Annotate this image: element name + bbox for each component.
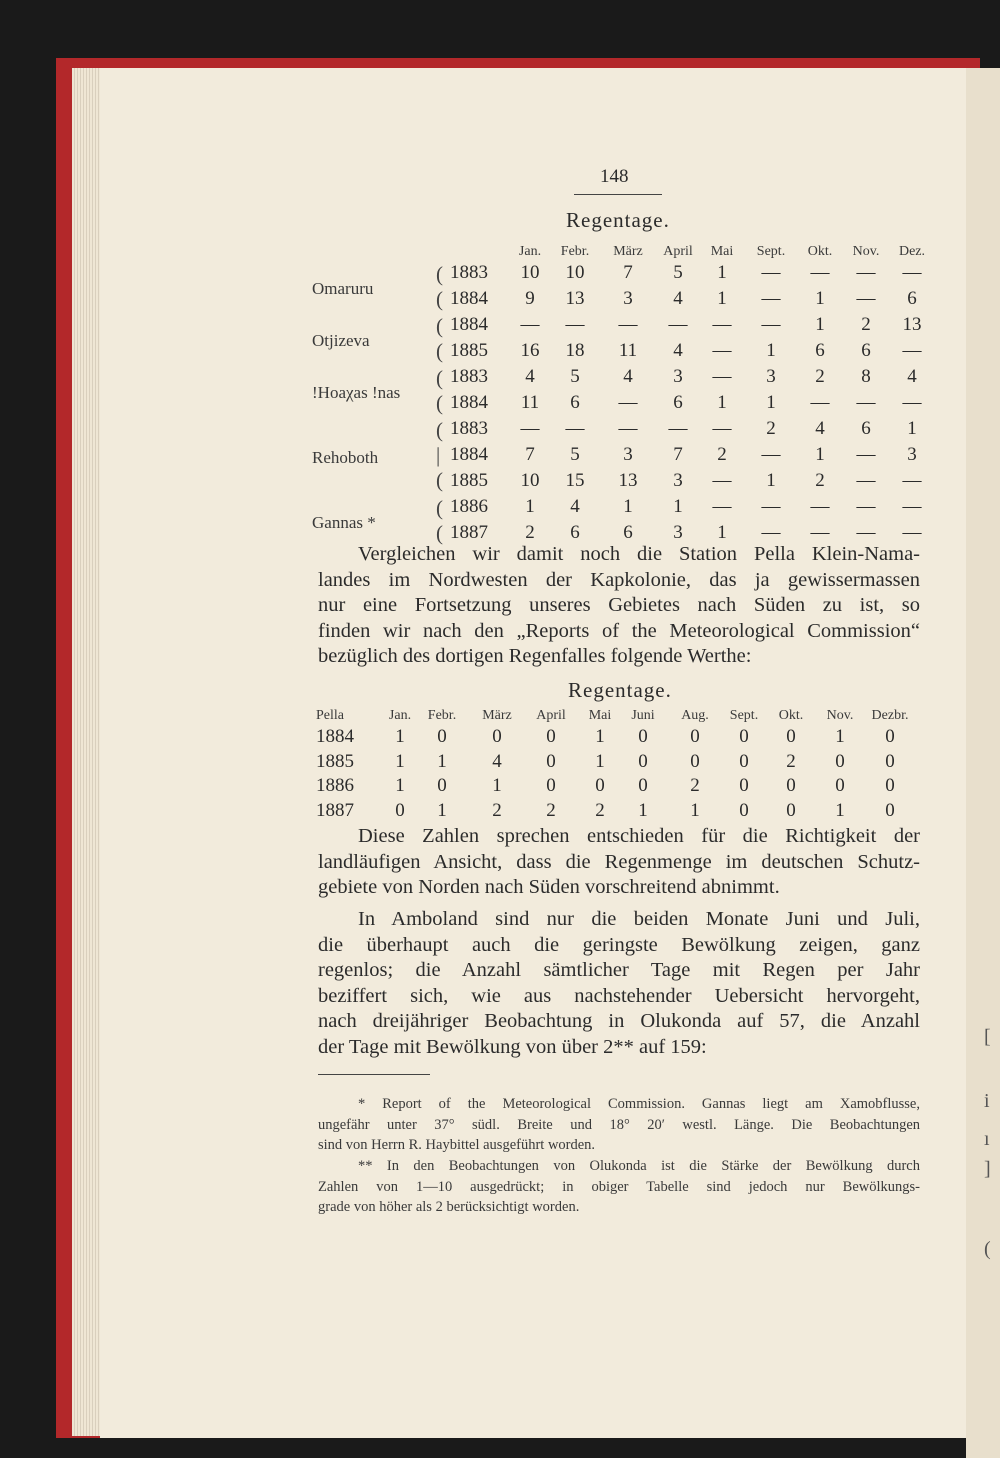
value-cell: 1: [717, 522, 727, 543]
text-line: * Report of the Meteorological Commission. Gannas liegt am Xamobflusse,: [358, 1096, 920, 1112]
text-line: nach dreijähriger Beobachtung in Olukonda auf 57, die Anzahl: [318, 1010, 920, 1032]
group-brace: ( (: [436, 366, 443, 415]
value-cell: 1: [673, 496, 683, 517]
text-line: landläufigen Ansicht, dass die Regenmenge im deutschen Schutz-: [318, 850, 920, 873]
value-cell: —: [712, 470, 732, 491]
value-cell: —: [902, 522, 922, 543]
value-cell: 0: [786, 726, 796, 747]
text-line: grade von höher als 2 berücksichtigt worden.: [318, 1199, 580, 1215]
value-cell: —: [856, 288, 876, 309]
value-cell: 0: [739, 726, 749, 747]
month-header: Okt.: [807, 244, 833, 259]
value-cell: 0: [595, 775, 605, 796]
value-cell: —: [565, 314, 585, 335]
value-cell: 2: [525, 522, 535, 543]
value-cell: 2: [595, 799, 605, 821]
station-name: Otjizeva: [312, 331, 370, 350]
value-cell: 18: [565, 340, 585, 361]
value-cell: 0: [492, 726, 502, 747]
value-cell: 1: [595, 726, 605, 747]
value-cell: 1: [815, 314, 825, 335]
footnote-2: [318, 1156, 920, 1218]
station-name: Gannas *: [312, 513, 376, 532]
text-line: sind von Herrn R. Haybittel ausgeführt worden.: [318, 1137, 596, 1153]
footnote-1: [318, 1094, 920, 1156]
value-cell: 6: [907, 288, 917, 309]
month-header: Jan.: [518, 244, 542, 259]
value-cell: 6: [570, 522, 580, 543]
value-cell: —: [712, 418, 732, 439]
group-brace: ( | (: [436, 418, 443, 492]
value-cell: 0: [835, 750, 845, 772]
gutter-mark: (: [984, 1238, 991, 1260]
value-cell: 1: [395, 775, 405, 796]
value-cell: 0: [638, 775, 648, 796]
paragraph-2: [318, 824, 920, 901]
year-cell: 1887: [316, 799, 354, 821]
value-cell: 2: [492, 799, 502, 821]
value-cell: 0: [786, 775, 796, 796]
value-cell: 1: [638, 799, 648, 821]
value-cell: 1: [766, 392, 776, 413]
value-cell: 7: [525, 444, 535, 465]
value-cell: —: [668, 314, 688, 335]
value-cell: 0: [885, 750, 895, 772]
value-cell: 0: [739, 799, 749, 821]
value-cell: 10: [565, 262, 585, 283]
value-cell: 2: [546, 799, 556, 821]
value-cell: 3: [766, 366, 776, 387]
value-cell: 1: [437, 750, 447, 772]
gutter-mark: [: [984, 1026, 991, 1048]
year-cell: 1884: [450, 392, 488, 413]
value-cell: —: [902, 496, 922, 517]
value-cell: 1: [623, 496, 633, 517]
text-line: nur eine Fortsetzung unseres Gebietes nach Süden zu ist, so: [318, 594, 920, 616]
month-header: Jan.: [388, 708, 412, 723]
footnote-rule: [318, 1074, 430, 1075]
text-line: ** In den Beobachtungen von Olukonda ist die Stärke der Bewölkung durch: [358, 1158, 920, 1174]
text-line: In Amboland sind nur die beiden Monate Juni und Juli,: [358, 908, 920, 930]
value-cell: 0: [885, 726, 895, 747]
page-number: 148: [600, 166, 629, 187]
value-cell: 1: [717, 392, 727, 413]
month-header: März: [613, 244, 643, 259]
value-cell: —: [810, 392, 830, 413]
value-cell: 11: [520, 392, 540, 413]
value-cell: 1: [690, 799, 700, 821]
value-cell: 0: [835, 775, 845, 796]
value-cell: 1: [907, 418, 917, 439]
value-cell: —: [761, 288, 781, 309]
value-cell: —: [761, 314, 781, 335]
value-cell: 7: [623, 262, 633, 283]
month-header: Sept.: [756, 244, 786, 259]
facing-page-gutter: [966, 68, 1000, 1458]
value-cell: 2: [786, 750, 796, 772]
value-cell: 4: [525, 366, 535, 387]
value-cell: 2: [717, 444, 727, 465]
value-cell: 1: [492, 775, 502, 796]
value-cell: —: [856, 470, 876, 491]
value-cell: 10: [520, 470, 540, 491]
value-cell: —: [856, 496, 876, 517]
value-cell: 4: [907, 366, 917, 387]
value-cell: —: [856, 522, 876, 543]
value-cell: 1: [835, 726, 845, 747]
value-cell: 3: [907, 444, 917, 465]
year-cell: 1883: [450, 366, 488, 387]
year-cell: 1883: [450, 262, 488, 283]
year-cell: 1886: [316, 775, 354, 796]
year-cell: 1885: [450, 340, 488, 361]
text-line: der Tage mit Bewölkung von über 2** auf 159:: [318, 1035, 707, 1058]
value-cell: 2: [861, 314, 871, 335]
value-cell: 3: [623, 288, 633, 309]
value-cell: 13: [565, 288, 585, 309]
month-header: Mai: [710, 244, 734, 259]
month-header: Febr.: [560, 244, 590, 259]
value-cell: —: [520, 314, 540, 335]
value-cell: 6: [570, 392, 580, 413]
value-cell: 0: [546, 750, 556, 772]
month-header: Febr.: [427, 708, 457, 723]
value-cell: —: [712, 366, 732, 387]
value-cell: —: [856, 262, 876, 283]
year-cell: 1887: [450, 522, 488, 543]
value-cell: —: [618, 418, 638, 439]
text-line: Diese Zahlen sprechen entschieden für die Richtigkeit der: [358, 825, 920, 847]
group-brace: ( (: [436, 496, 443, 545]
text-line: Vergleichen wir damit noch die Station Pella Klein-Nama-: [358, 543, 920, 565]
value-cell: 4: [673, 340, 683, 361]
value-cell: 6: [861, 340, 871, 361]
station-name: Omaruru: [312, 279, 374, 298]
value-cell: —: [618, 392, 638, 413]
value-cell: 1: [766, 470, 776, 491]
gutter-mark: i: [984, 1090, 990, 1112]
value-cell: 0: [546, 775, 556, 796]
value-cell: —: [810, 496, 830, 517]
value-cell: —: [761, 444, 781, 465]
value-cell: 4: [492, 750, 502, 772]
value-cell: 1: [835, 799, 845, 821]
gutter-mark: ]: [984, 1158, 991, 1180]
text-line: die überhaupt auch die geringste Bewölkung zeigen, ganz: [318, 933, 920, 956]
month-header: März: [482, 708, 512, 723]
value-cell: 11: [618, 340, 638, 361]
value-cell: 7: [673, 444, 683, 465]
month-header: April: [663, 244, 693, 259]
station-name: Rehoboth: [312, 448, 379, 467]
value-cell: —: [810, 522, 830, 543]
text-line: finden wir nach den „Reports of the Meteorological Commission“: [318, 619, 920, 642]
value-cell: 1: [595, 750, 605, 772]
value-cell: 1: [525, 496, 535, 517]
value-cell: 2: [815, 470, 825, 491]
month-header: Nov.: [852, 244, 880, 259]
month-header: Aug.: [681, 708, 709, 723]
value-cell: 6: [673, 392, 683, 413]
value-cell: 1: [437, 799, 447, 821]
value-cell: 0: [546, 726, 556, 747]
value-cell: —: [902, 262, 922, 283]
month-header: Juni: [631, 708, 655, 723]
value-cell: 0: [786, 799, 796, 821]
group-brace: ( (: [436, 262, 443, 311]
year-cell: 1885: [316, 750, 354, 772]
station-name: !Hoaχas !nas: [312, 383, 401, 402]
value-cell: 0: [690, 726, 700, 747]
month-header: Dez.: [898, 244, 926, 259]
value-cell: 0: [395, 799, 405, 821]
value-cell: —: [761, 262, 781, 283]
group-brace: ( (: [436, 314, 443, 363]
value-cell: 4: [623, 366, 633, 387]
value-cell: 0: [739, 775, 749, 796]
value-cell: —: [810, 262, 830, 283]
value-cell: 1: [395, 750, 405, 772]
value-cell: 3: [623, 444, 633, 465]
value-cell: 13: [618, 470, 638, 491]
value-cell: —: [902, 340, 922, 361]
value-cell: 1: [717, 262, 727, 283]
value-cell: 0: [739, 750, 749, 772]
paragraph-1: [318, 542, 920, 670]
value-cell: 5: [673, 262, 683, 283]
value-cell: 2: [815, 366, 825, 387]
text-line: regenlos; die Anzahl sämtlicher Tage mit Regen per Jahr: [318, 959, 920, 981]
value-cell: —: [856, 444, 876, 465]
text-line: bezüglich des dortigen Regenfalles folgende Werthe:: [318, 645, 752, 667]
paragraph-3: [318, 907, 920, 1060]
value-cell: —: [565, 418, 585, 439]
value-cell: 10: [520, 262, 540, 283]
value-cell: —: [902, 470, 922, 491]
value-cell: 0: [638, 750, 648, 772]
value-cell: 5: [570, 444, 580, 465]
month-header: Nov.: [826, 708, 854, 723]
value-cell: 4: [815, 418, 825, 439]
value-cell: —: [761, 522, 781, 543]
text-line: Zahlen von 1—10 ausgedrückt; in obiger Tabelle sind jedoch nur Bewölkungs-: [318, 1178, 920, 1195]
value-cell: 1: [766, 340, 776, 361]
value-cell: 3: [673, 470, 683, 491]
value-cell: 6: [623, 522, 633, 543]
value-cell: —: [712, 496, 732, 517]
year-cell: 1884: [316, 726, 354, 747]
value-cell: —: [712, 314, 732, 335]
value-cell: 4: [673, 288, 683, 309]
value-cell: 1: [815, 444, 825, 465]
value-cell: —: [902, 392, 922, 413]
text-line: gebiete von Norden nach Süden vorschreitend abnimmt.: [318, 876, 780, 898]
value-cell: 6: [815, 340, 825, 361]
value-cell: 16: [520, 340, 540, 361]
value-cell: 2: [690, 775, 700, 796]
value-cell: —: [668, 418, 688, 439]
page-stack-edge: [72, 68, 102, 1436]
value-cell: 3: [673, 522, 683, 543]
value-cell: 3: [673, 366, 683, 387]
value-cell: 0: [437, 775, 447, 796]
value-cell: —: [761, 496, 781, 517]
value-cell: 0: [885, 799, 895, 821]
year-cell: 1886: [450, 496, 488, 517]
gutter-mark: ı: [984, 1128, 990, 1150]
value-cell: 4: [570, 496, 580, 517]
year-cell: 1885: [450, 470, 488, 491]
year-cell: 1884: [450, 314, 488, 335]
month-header: April: [536, 708, 566, 723]
value-cell: 13: [902, 314, 922, 335]
text-line: ungefähr unter 37° südl. Breite und 18° 20′ westl. Länge. Die Beobachtungen: [318, 1116, 920, 1133]
year-cell: 1884: [450, 444, 488, 465]
value-cell: 0: [638, 726, 648, 747]
value-cell: —: [520, 418, 540, 439]
station-header: Pella: [316, 708, 344, 723]
value-cell: 1: [717, 288, 727, 309]
value-cell: 0: [885, 775, 895, 796]
month-header: Sept.: [729, 708, 759, 723]
month-header: Dezbr.: [871, 708, 909, 723]
month-header: Mai: [588, 708, 612, 723]
value-cell: 8: [861, 366, 871, 387]
page-number-rule: [574, 194, 662, 195]
year-cell: 1883: [450, 418, 488, 439]
value-cell: —: [712, 340, 732, 361]
value-cell: 1: [395, 726, 405, 747]
text-line: beziffert sich, wie aus nachstehender Uebersicht hervorgeht,: [318, 984, 920, 1007]
month-header: Okt.: [778, 708, 804, 723]
value-cell: —: [856, 392, 876, 413]
year-cell: 1884: [450, 288, 488, 309]
value-cell: —: [618, 314, 638, 335]
value-cell: 0: [690, 750, 700, 772]
table1-title: Regentage.: [566, 208, 670, 232]
value-cell: 5: [570, 366, 580, 387]
value-cell: 0: [437, 726, 447, 747]
table2-title: Regentage.: [568, 678, 672, 702]
text-line: landes im Nordwesten der Kapkolonie, das ja gewissermassen: [318, 568, 920, 591]
value-cell: 1: [815, 288, 825, 309]
value-cell: 2: [766, 418, 776, 439]
value-cell: 15: [565, 470, 585, 491]
value-cell: 9: [525, 288, 535, 309]
value-cell: 6: [861, 418, 871, 439]
